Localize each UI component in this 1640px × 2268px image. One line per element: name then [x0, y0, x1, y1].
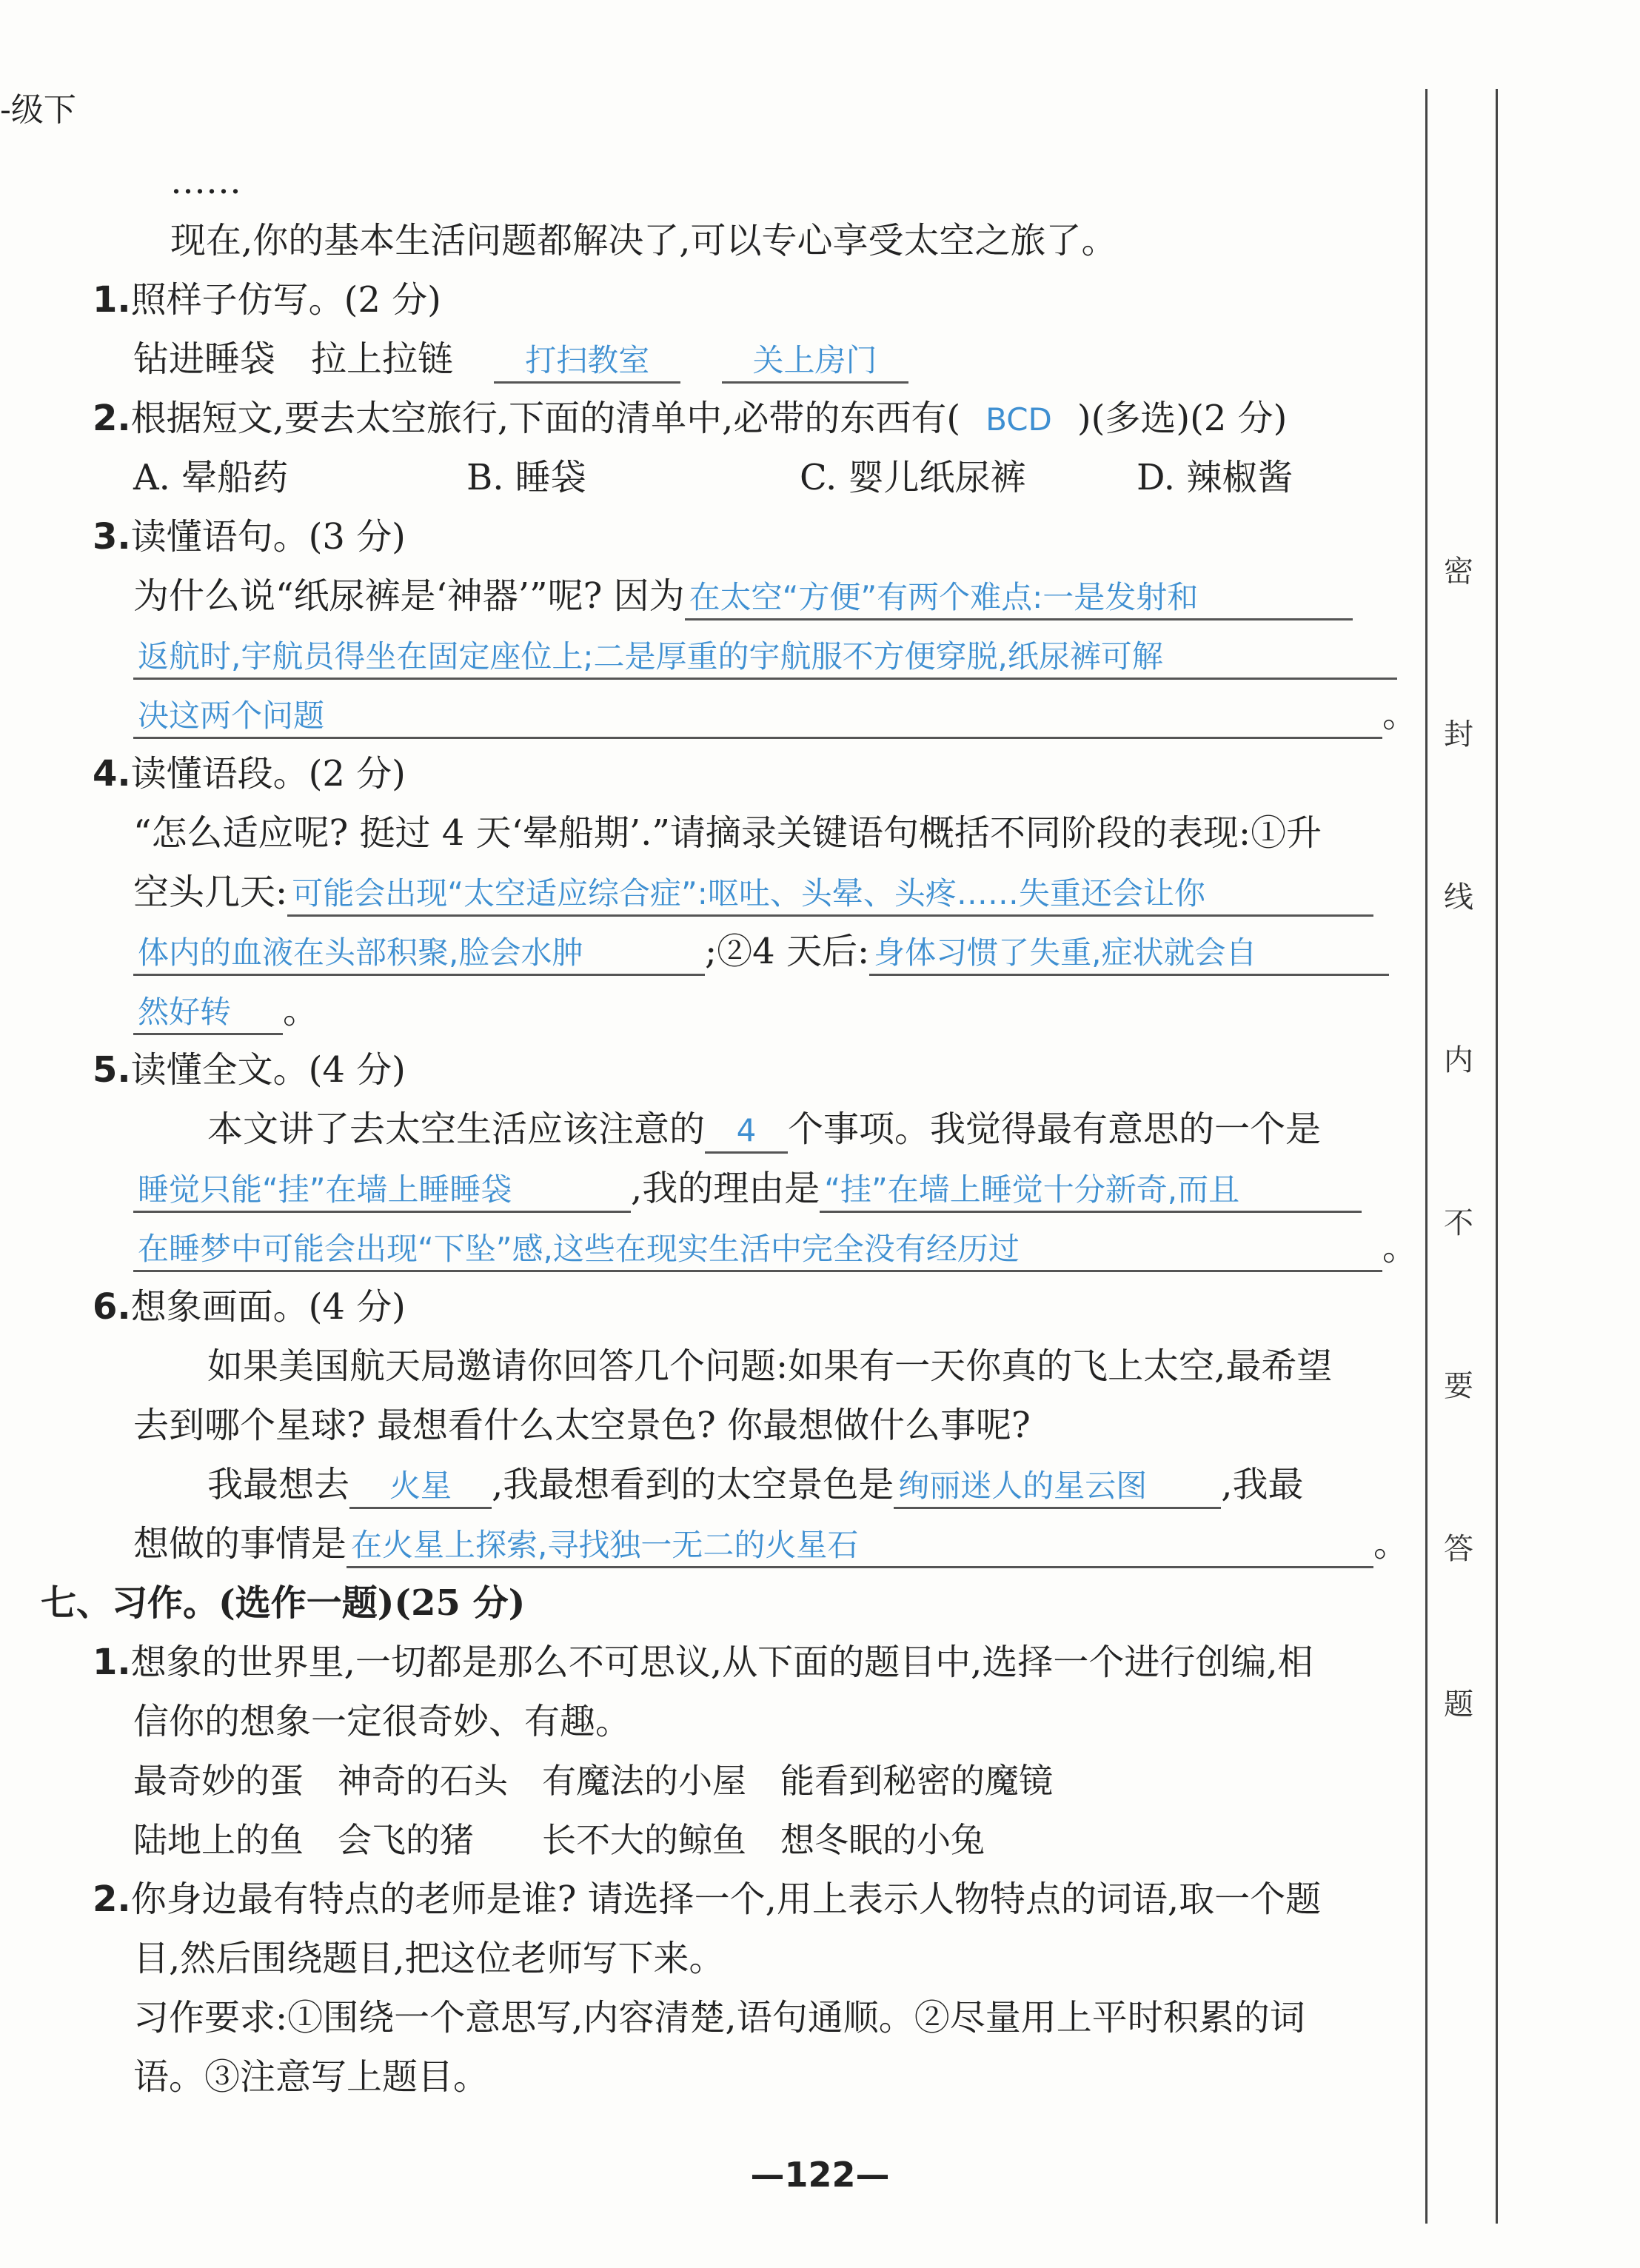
q5-row-2: 睡觉只能“挂”在墙上睡睡袋 ,我的理由是 “挂”在墙上睡觉十分新奇,而且: [133, 1166, 1362, 1213]
q2-option-b: B. 睡袋: [466, 457, 586, 498]
w2-requirements-1: 习作要求:①围绕一个意思写,内容清楚,语句通顺。②尽量用上平时积累的词: [133, 1997, 1305, 2038]
q4-stage1-row: 空头几天: 可能会出现“太空适应综合症”:呕吐、头晕、头疼……失重还会让你: [133, 870, 1373, 917]
q2-option-c: C. 婴儿纸尿裤: [800, 457, 1026, 498]
q5-row-1: 本文讲了去太空生活应该注意的 4 个事项。我觉得最有意思的一个是: [207, 1107, 1321, 1154]
q3-answer-line-2-row: [133, 633, 1397, 680]
intro-line: 现在,你的基本生活问题都解决了,可以专心享受太空之旅了。: [170, 220, 1117, 261]
q5-title: 5.读懂全文。(4 分): [93, 1049, 406, 1091]
q4-answer-1a[interactable]: 可能会出现“太空适应综合症”:呕吐、头晕、头疼……失重还会让你: [287, 873, 1373, 917]
q5-row-3: 在睡梦中可能会出现“下坠”感,这些在现实生活中完全没有经历过 。: [133, 1225, 1418, 1272]
q4-answer-2b[interactable]: 然好转: [133, 991, 283, 1035]
w2-requirements-2: 语。③注意写上题目。: [133, 2056, 489, 2098]
q1-title: 1.照样子仿写。(2 分): [93, 279, 441, 321]
margin-rule-right: [1496, 89, 1498, 2224]
q3-answer-line-3[interactable]: 决这两个问题: [133, 695, 1382, 739]
q2-option-a: A. 晕船药: [133, 457, 289, 498]
w1-topics-row-1: 最奇妙的蛋 神奇的石头 有魔法的小屋 能看到秘密的魔镜: [133, 1761, 1053, 1801]
q2-option-d: D. 辣椒酱: [1137, 457, 1293, 498]
q6-title: 6.想象画面。(4 分): [93, 1286, 406, 1328]
q4-answer-2a[interactable]: 身体习惯了失重,症状就会自: [869, 932, 1389, 976]
margin-char-2: 封: [1444, 717, 1473, 752]
q6-row-3: 我最想去 火星 ,我最想看到的太空景色是 绚丽迷人的星云图 ,我最: [207, 1462, 1304, 1509]
q3-answer-line-1[interactable]: 在太空“方便”有两个难点:一是发射和: [685, 577, 1353, 620]
margin-char-5: 不: [1444, 1206, 1473, 1240]
q6-row-4: 想做的事情是 在火星上探索,寻找独一无二的火星石 。: [133, 1522, 1409, 1568]
q1-answer-2[interactable]: 关上房门: [722, 340, 908, 384]
q2-title: 2.根据短文,要去太空旅行,下面的清单中,必带的东西有( BCD )(多选)(2 分): [93, 398, 1288, 439]
margin-char-6: 要: [1444, 1369, 1473, 1403]
q2-answer[interactable]: BCD: [985, 401, 1052, 438]
q1-answer-1[interactable]: 打扫教室: [494, 340, 680, 384]
q4-stage2-row: 体内的血液在头部积聚,脸会水肿 ;②4 天后: 身体习惯了失重,症状就会自: [133, 929, 1389, 976]
q6-scene-answer[interactable]: 绚丽迷人的星云图: [894, 1465, 1221, 1509]
q6-line-1: 如果美国航天局邀请你回答几个问题:如果有一天你真的飞上太空,最希望: [207, 1345, 1333, 1387]
margin-char-1: 密: [1444, 555, 1473, 589]
w2-line-1: 2.你身边最有特点的老师是谁? 请选择一个,用上表示人物特点的词语,取一个题: [93, 1879, 1322, 1920]
q3-answer-line-3-row: 决这两个问题 。: [133, 692, 1418, 739]
grade-label: -级下: [0, 91, 76, 129]
w2-line-2: 目,然后围绕题目,把这位老师写下来。: [133, 1938, 725, 1979]
q5-reason-answer-1[interactable]: “挂”在墙上睡觉十分新奇,而且: [820, 1169, 1362, 1213]
q6-line-2: 去到哪个星球? 最想看什么太空景色? 你最想做什么事呢?: [133, 1405, 1031, 1446]
q4-prompt: “怎么适应呢? 挺过 4 天‘晕船期’.”请摘录关键语句概括不同阶段的表现:①升: [133, 812, 1322, 854]
q4-end-row: 然好转 。: [133, 989, 318, 1035]
margin-rule-left: [1425, 89, 1428, 2224]
margin-char-8: 题: [1444, 1687, 1473, 1722]
margin-char-4: 内: [1444, 1043, 1473, 1077]
ellipsis: ……: [170, 161, 241, 202]
q5-choice-answer[interactable]: 睡觉只能“挂”在墙上睡睡袋: [133, 1169, 631, 1213]
q3-title: 3.读懂语句。(3 分): [93, 516, 406, 558]
margin-char-7: 答: [1444, 1532, 1473, 1566]
q6-planet-answer[interactable]: 火星: [349, 1465, 492, 1509]
page-number: —122—: [750, 2155, 890, 2195]
w1-line-1: 1.想象的世界里,一切都是那么不可思议,从下面的题目中,选择一个进行创编,相: [93, 1642, 1313, 1683]
q5-count-answer[interactable]: 4: [705, 1110, 788, 1154]
q6-thing-answer[interactable]: 在火星上探索,寻找独一无二的火星石: [347, 1525, 1373, 1568]
q4-title: 4.读懂语段。(2 分): [93, 753, 406, 795]
margin-char-3: 线: [1444, 880, 1473, 914]
q3-answer-line-2[interactable]: 返航时,宇航员得坐在固定座位上;二是厚重的宇航服不方便穿脱,纸尿裤可解: [133, 636, 1397, 680]
q4-answer-1b[interactable]: 体内的血液在头部积聚,脸会水肿: [133, 932, 705, 976]
w1-topics-row-2: 陆地上的鱼 会飞的猪 长不大的鲸鱼 想冬眠的小兔: [133, 1820, 985, 1860]
w1-line-2: 信你的想象一定很奇妙、有趣。: [133, 1701, 632, 1742]
q1-example-row: [133, 337, 908, 384]
section-7-title: 七、习作。(选作一题)(25 分): [41, 1582, 526, 1624]
q5-reason-answer-2[interactable]: 在睡梦中可能会出现“下坠”感,这些在现实生活中完全没有经历过: [133, 1228, 1382, 1272]
q1-example: 钻进睡袋 拉上拉链: [133, 338, 454, 380]
q3-prompt-row: 为什么说“纸尿裤是‘神器’”呢? 因为 在太空“方便”有两个难点:一是发射和: [133, 574, 1353, 620]
